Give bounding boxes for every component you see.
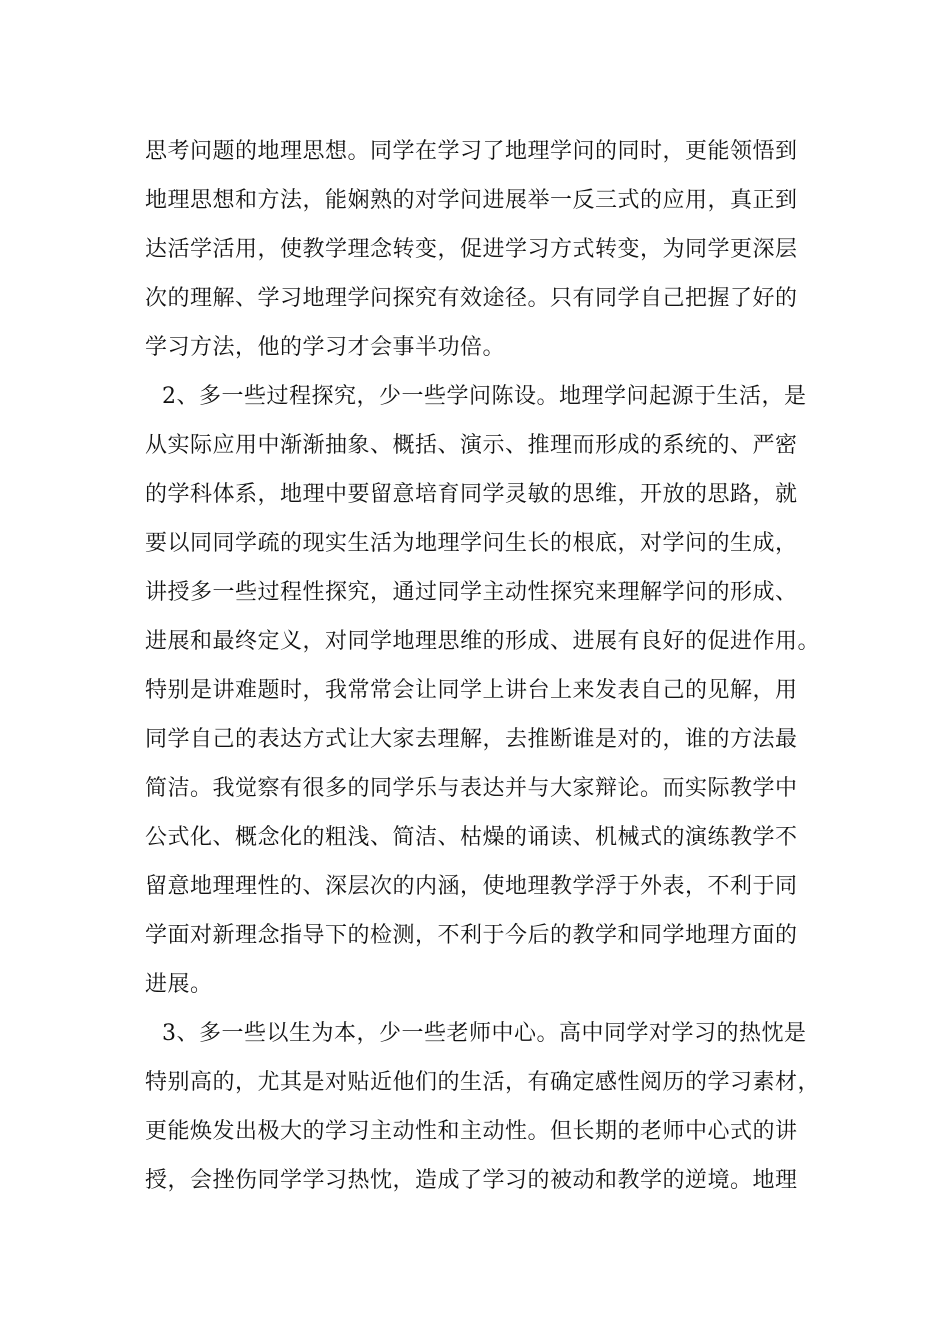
text-line: 公式化、概念化的粗浅、简洁、枯燥的诵读、机械式的演练教学不 (145, 825, 798, 850)
text-line: 进展和最终定义，对同学地理思维的形成、进展有良好的促进作用。 (145, 629, 821, 654)
text-line: 要以同同学疏的现实生活为地理学问生长的根底，对学问的生成， (145, 531, 798, 556)
text-line: 思考问题的地理思想。同学在学习了地理学问的同时，更能领悟到 (145, 139, 798, 164)
text-line: 3、多一些以生为本，少一些老师中心。高中同学对学习的热忱是 (162, 1021, 807, 1046)
text-line: 讲授多一些过程性探究，通过同学主动性探究来理解学问的形成、 (145, 580, 798, 605)
text-line: 同学自己的表达方式让大家去理解，去推断谁是对的，谁的方法最 (145, 727, 798, 752)
text-line: 授，会挫伤同学学习热忱，造成了学习的被动和教学的逆境。地理 (145, 1168, 798, 1193)
text-line: 进展。 (145, 972, 213, 997)
text-line: 留意地理理性的、深层次的内涵，使地理教学浮于外表，不利于同 (145, 874, 798, 899)
text-line: 的学科体系，地理中要留意培育同学灵敏的思维，开放的思路，就 (145, 482, 798, 507)
text-line: 次的理解、学习地理学问探究有效途径。只有同学自己把握了好的 (145, 286, 798, 311)
text-line: 地理思想和方法，能娴熟的对学问进展举一反三式的应用，真正到 (145, 188, 798, 213)
text-line: 更能焕发出极大的学习主动性和主动性。但长期的老师中心式的讲 (145, 1119, 798, 1144)
text-line: 达活学活用，使教学理念转变，促进学习方式转变，为同学更深层 (145, 237, 798, 262)
text-line: 简洁。我觉察有很多的同学乐与表达并与大家辩论。而实际教学中 (145, 776, 798, 801)
text-line: 特别高的，尤其是对贴近他们的生活，有确定感性阅历的学习素材， (145, 1070, 821, 1095)
text-line: 特别是讲难题时，我常常会让同学上讲台上来发表自己的见解，用 (145, 678, 798, 703)
text-line: 学习方法，他的学习才会事半功倍。 (145, 335, 506, 360)
text-line: 从实际应用中渐渐抽象、概括、演示、推理而形成的系统的、严密 (145, 433, 798, 458)
text-line: 2、多一些过程探究，少一些学问陈设。地理学问起源于生活，是 (162, 384, 807, 409)
text-line: 学面对新理念指导下的检测，不利于今后的教学和同学地理方面的 (145, 923, 798, 948)
